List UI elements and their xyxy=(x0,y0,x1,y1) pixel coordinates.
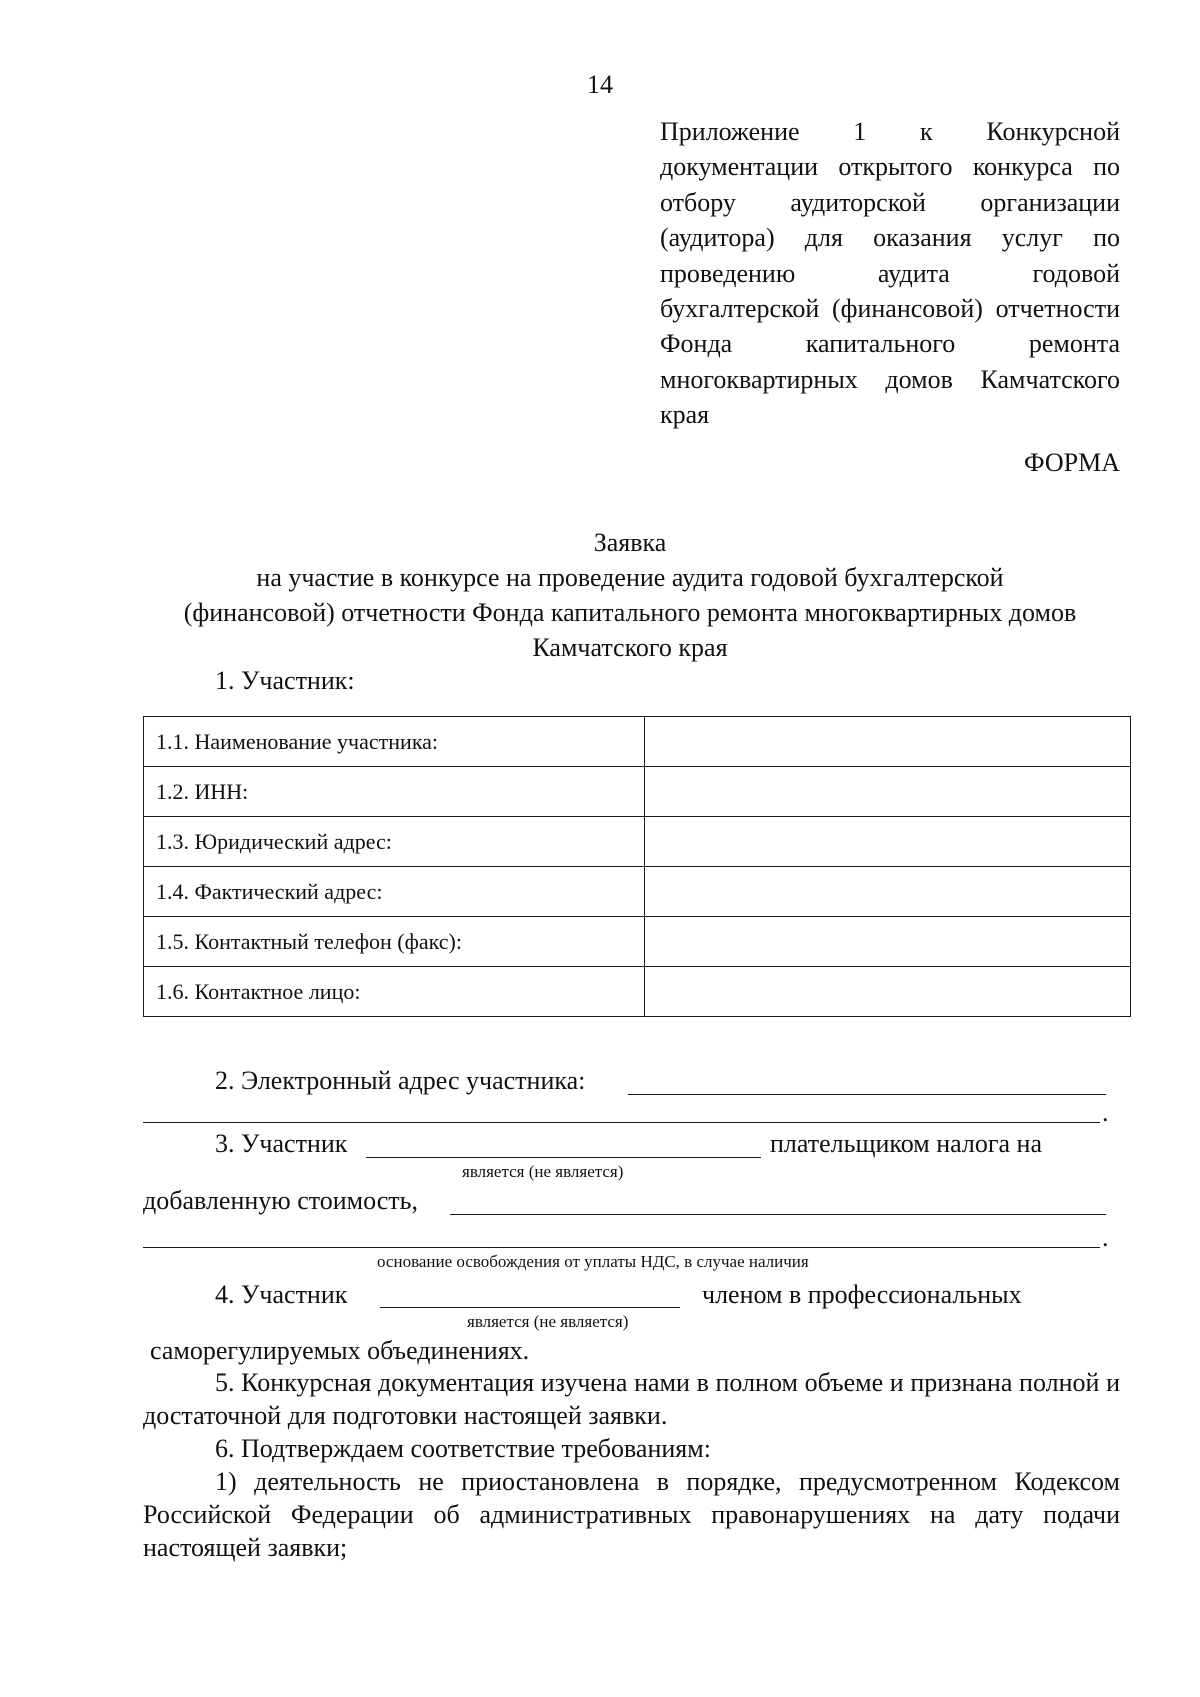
section-1-heading: 1. Участник: xyxy=(215,666,355,695)
row-label-legal-address: 1.3. Юридический адрес: xyxy=(144,817,645,867)
item-6-paragraph: 6. Подтверждаем соответствие требованиям: xyxy=(215,1434,711,1463)
appendix-reference: Приложение 1 к Конкурсной документации открытого конкурса по отбору аудиторской организации (аудитора) для оказания услуг по проведению аудита годовой бухгалтерской (финансовой) отчетности Фонда капитального ремонта многоквартирных домов Камчатского края xyxy=(660,117,1120,430)
table-row xyxy=(144,767,1131,817)
row-label-phone: 1.5. Контактный телефон (факс): xyxy=(144,917,645,967)
row-label-name: 1.1. Наименование участника: xyxy=(144,717,645,767)
title-line-3: (финансовой) отчетности Фонда капитального ремонта многоквартирных домов xyxy=(183,598,1077,627)
title-line-4: Камчатского края xyxy=(532,633,728,662)
title-line-1: Заявка xyxy=(593,528,667,557)
vat-blank-line[interactable] xyxy=(450,1214,1106,1215)
vat-status-blank-line[interactable] xyxy=(366,1157,761,1158)
sro-status-blank-line[interactable] xyxy=(380,1307,680,1308)
participant-table xyxy=(143,716,1131,1017)
email-blank-line-2[interactable] xyxy=(143,1122,1100,1123)
item-4-after: членом в профессиональных xyxy=(702,1280,1022,1309)
row-value-inn[interactable] xyxy=(645,767,1131,817)
sro-status-caption: является (не является) xyxy=(467,1312,629,1331)
item-3-start: 3. Участник xyxy=(215,1129,348,1158)
item-3-end-period: . xyxy=(1102,1223,1109,1252)
item-3-after: плательщиком налога на xyxy=(770,1129,1043,1158)
item-2-end-period: . xyxy=(1102,1098,1109,1127)
page-number: 14 xyxy=(587,70,613,99)
table-row xyxy=(144,967,1131,1017)
item-2-label: 2. Электронный адрес участника: xyxy=(215,1066,586,1095)
item-6-subitem-1: 1) деятельность не приостановлена в порядке, предусмотренном Кодексом Российской Федерации об административных правонарушениях на дату подачи настоящей заявки; xyxy=(143,1467,1120,1562)
row-value-legal-address[interactable] xyxy=(645,817,1131,867)
row-value-name[interactable] xyxy=(645,717,1131,767)
row-value-contact-person[interactable] xyxy=(645,967,1131,1017)
vat-status-caption: является (не является) xyxy=(462,1162,624,1181)
table-row xyxy=(144,717,1131,767)
email-blank-line[interactable] xyxy=(628,1094,1106,1095)
item-3-continuation: добавленную стоимость, xyxy=(143,1186,419,1215)
row-value-phone[interactable] xyxy=(645,917,1131,967)
row-value-actual-address[interactable] xyxy=(645,867,1131,917)
vat-exemption-blank-line[interactable] xyxy=(143,1247,1100,1248)
vat-exemption-caption: основание освобождения от уплаты НДС, в случае наличия xyxy=(377,1252,809,1271)
row-label-inn: 1.2. ИНН: xyxy=(144,767,645,817)
document-title xyxy=(140,525,1120,665)
table-row xyxy=(144,867,1131,917)
table-row xyxy=(144,817,1131,867)
row-label-contact-person: 1.6. Контактное лицо: xyxy=(144,967,645,1017)
item-4-continuation: саморегулируемых объединениях. xyxy=(150,1336,530,1365)
table-row xyxy=(144,917,1131,967)
form-label: ФОРМА xyxy=(1024,448,1120,477)
item-4-start: 4. Участник xyxy=(215,1280,348,1309)
title-line-2: на участие в конкурсе на проведение аудита годовой бухгалтерской xyxy=(256,563,1004,592)
row-label-actual-address: 1.4. Фактический адрес: xyxy=(144,867,645,917)
item-5-paragraph: 5. Конкурсная документация изучена нами в полном объеме и признана полной и достаточной для подготовки настоящей заявки. xyxy=(143,1368,1120,1430)
